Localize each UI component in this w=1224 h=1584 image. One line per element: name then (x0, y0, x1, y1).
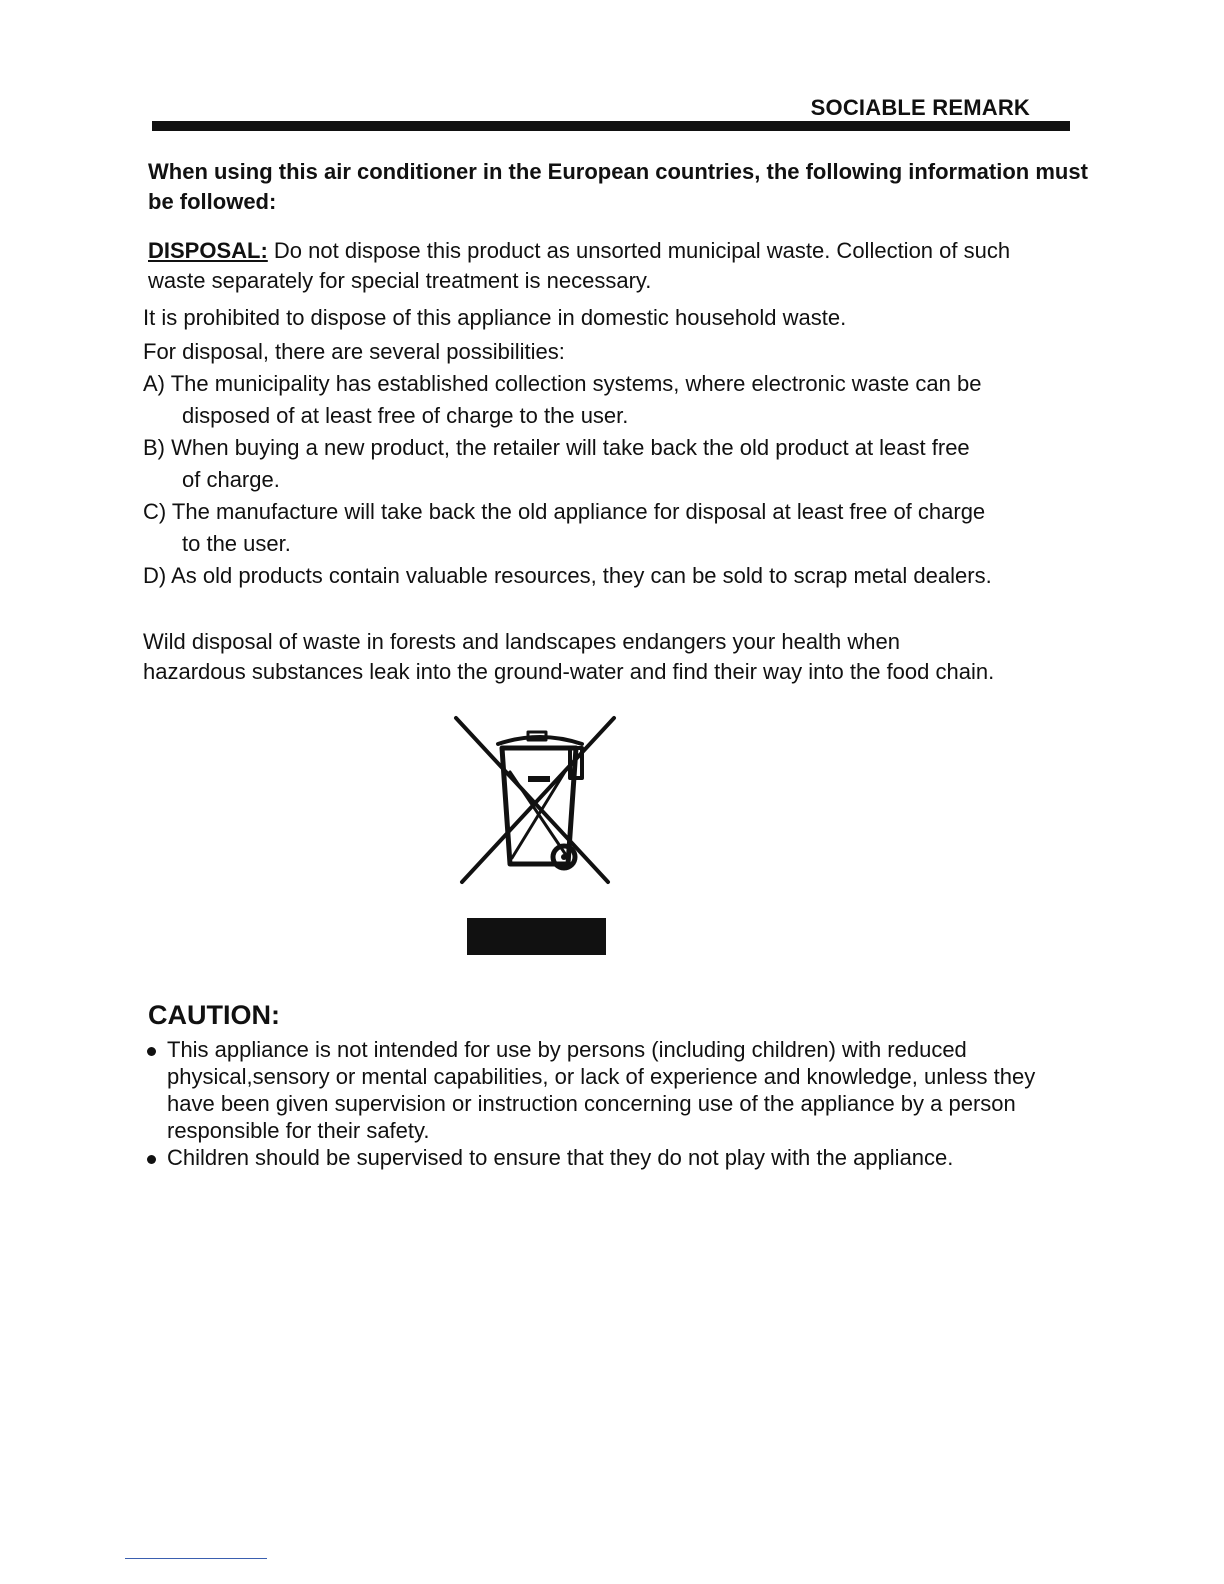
caution-list (146, 1036, 1046, 1171)
footer-rule (125, 1558, 267, 1559)
option-c-continuation: to the user. (182, 531, 291, 556)
intro-heading: When using this air conditioner in the European countries, the following information must be followed: (148, 159, 1088, 214)
crossed-out-wheelie-bin-icon (450, 712, 620, 890)
option-a-line: A) The municipality has established collection systems, where electronic waste can be (143, 371, 982, 396)
bullet-icon (147, 1047, 156, 1056)
disposal-paragraph (148, 236, 1068, 296)
black-bar (467, 918, 606, 955)
option-a-continuation: disposed of at least free of charge to the user. (182, 403, 629, 428)
caution-bullet-1: This appliance is not intended for use by persons (including children) with reduced physical,sensory or mental capabilities, or lack of experience and knowledge, unless they have been given supervision or instruction concerning use of the appliance by a person responsible for their safety. (167, 1037, 1036, 1143)
disposal-text: Do not dispose this product as unsorted municipal waste. Collection of such waste separately for special treatment is necessary. (148, 238, 1011, 293)
list-item (146, 1036, 1046, 1144)
caution-title: CAUTION: (148, 1000, 280, 1030)
bullet-icon (147, 1155, 156, 1164)
header-rule (152, 121, 1070, 131)
disposal-label: DISPOSAL: (148, 238, 268, 263)
prohibited-line: It is prohibited to dispose of this appliance in domestic household waste. (143, 305, 847, 330)
option-b-line: B) When buying a new product, the retailer will take back the old product at least free (143, 435, 970, 460)
wild-disposal-line-1: Wild disposal of waste in forests and landscapes endangers your health when (143, 629, 901, 654)
option-d-line: D) As old products contain valuable resources, they can be sold to scrap metal dealers. (143, 563, 992, 588)
possibilities-line: For disposal, there are several possibilities: (143, 339, 565, 364)
option-b-continuation: of charge. (182, 467, 280, 492)
list-item (146, 1144, 1046, 1171)
caution-bullet-2: Children should be supervised to ensure that they do not play with the appliance. (167, 1145, 954, 1170)
wild-disposal-line-2: hazardous substances leak into the ground-water and find their way into the food chain. (143, 659, 995, 684)
page-title: SOCIABLE REMARK (810, 95, 1030, 120)
option-c-line: C) The manufacture will take back the old appliance for disposal at least free of charge (143, 499, 986, 524)
